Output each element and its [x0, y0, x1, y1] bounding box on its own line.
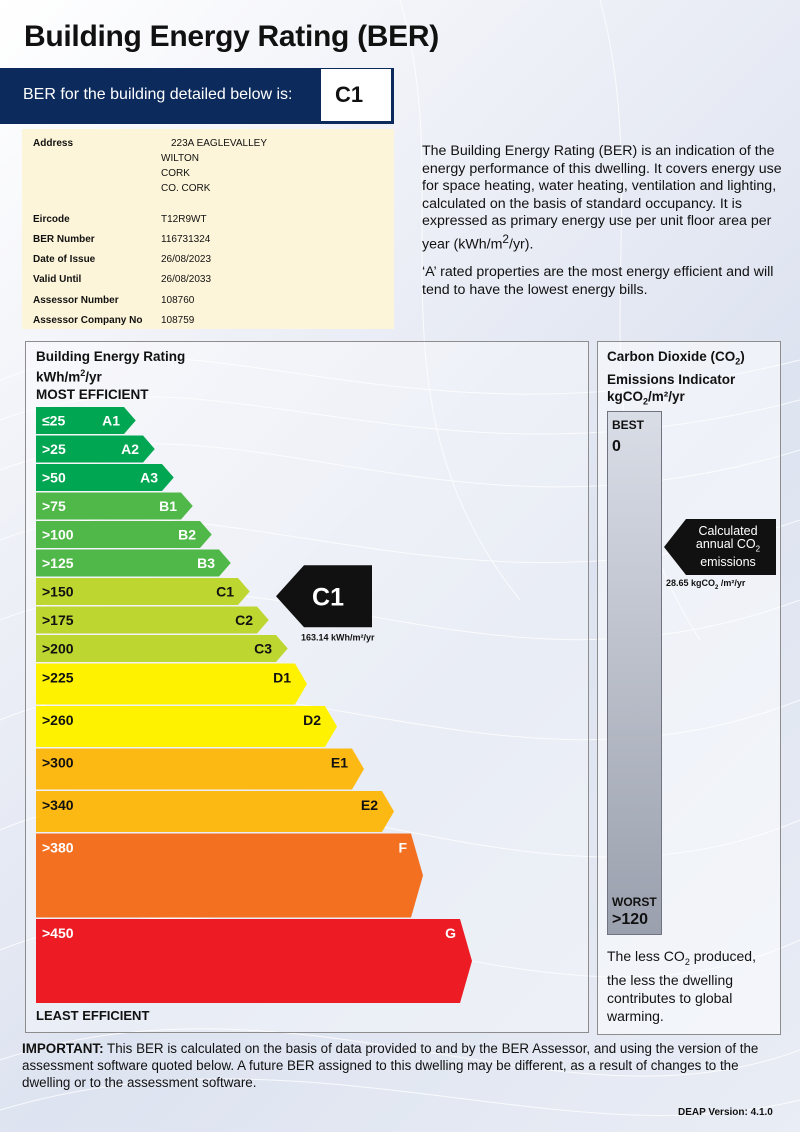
rating-band-label: C3: [254, 640, 272, 657]
detail-label: BER Number: [33, 234, 95, 245]
co2-arrow-subscript: 2: [755, 544, 761, 554]
rating-band-range: >150: [42, 583, 74, 600]
ber-banner-rating: C1: [320, 68, 392, 122]
important-label: IMPORTANT:: [22, 1041, 104, 1056]
co2-value-units: /m²/yr: [718, 578, 746, 588]
description-paragraph-1: [422, 143, 784, 254]
co2-title: [607, 348, 745, 371]
co2-worst-label: WORST: [612, 895, 657, 909]
detail-value: 108759: [161, 315, 195, 326]
detail-value: WILTON: [161, 153, 199, 164]
rating-band-range: >100: [42, 526, 74, 543]
rating-band-range: >225: [42, 669, 74, 686]
rating-band-label: D2: [303, 712, 321, 728]
rating-band-range: >260: [42, 712, 74, 728]
rating-band-e1: [36, 749, 364, 790]
rating-band-range: >380: [42, 839, 74, 856]
co2-value-text: 28.65 kgCO: [666, 578, 716, 588]
detail-label: Assessor Number: [33, 295, 119, 306]
building-details-panel: [22, 129, 394, 329]
co2-units-end: /m²/yr: [648, 388, 685, 404]
rating-band-range: >340: [42, 797, 74, 813]
co2-worst-value: >120: [612, 911, 649, 928]
rating-band-label: E1: [330, 754, 348, 771]
detail-value: 108760: [161, 295, 195, 306]
units-text: kWh/m: [36, 369, 81, 385]
co2-title-end: ): [740, 349, 745, 364]
detail-value: CORK: [161, 168, 190, 179]
rating-band-range: >75: [42, 498, 66, 514]
rating-band-f: [36, 834, 423, 918]
rating-band-label: G: [445, 925, 456, 941]
co2-scale-bar: [607, 411, 662, 935]
most-efficient-label: MOST EFFICIENT: [36, 386, 149, 402]
detail-label: Date of Issue: [33, 254, 96, 265]
rating-band-label: E2: [360, 797, 378, 813]
energy-rating-scale-chart: [26, 342, 588, 1032]
co2-note: [607, 947, 777, 1025]
rating-band-range: ≤25: [42, 412, 66, 429]
rating-band-label: A3: [140, 469, 158, 486]
rating-band-range: >300: [42, 754, 74, 771]
units-text-end: /yr: [85, 369, 102, 385]
page-title: Building Energy Rating (BER): [24, 20, 439, 53]
rating-band-range: >200: [42, 640, 74, 657]
units-superscript: 2: [80, 368, 86, 378]
co2-arrow-line-2-text: annual CO: [695, 537, 756, 551]
least-efficient-label: LEAST EFFICIENT: [36, 1008, 150, 1023]
rating-band-c3: [36, 635, 288, 662]
rating-band-range: >450: [42, 925, 74, 941]
co2-best-value: 0: [612, 438, 621, 455]
detail-label: Address: [33, 138, 74, 149]
co2-arrow-line-3: emissions: [700, 554, 756, 569]
co2-emissions-panel: [597, 341, 781, 1035]
important-notice: [22, 1040, 782, 1091]
description-paragraph-2: ‘A’ rated properties are the most energy efficient and will tend to have the lowest energy bills.: [422, 264, 774, 298]
energy-rating-title: Building Energy Rating: [36, 349, 186, 364]
rating-band-label: A1: [102, 412, 120, 429]
description-text: The Building Energy Rating (BER) is an indication of the energy performance of this dwelling. It covers energy use for space heating, water heating, ventilation and lighting, calculated on the basis of standard occupancy. It is expressed as primary energy use per unit floor area per year (kWh/m: [422, 143, 782, 253]
rating-band-g: [36, 919, 472, 1003]
rating-band-range: >25: [42, 441, 66, 457]
ber-rating-banner: [0, 68, 394, 124]
rating-band-label: A2: [121, 441, 139, 457]
detail-value: 223A EAGLEVALLEY: [171, 138, 267, 149]
detail-value: CO. CORK: [161, 183, 211, 194]
rating-band-label: C2: [235, 612, 253, 628]
co2-note-text: The less CO: [607, 948, 685, 964]
important-text: This BER is calculated on the basis of data provided to and by the BER Assessor, and using the version of the assessment software quoted below. A future BER assigned to this dwelling may be different, as a result of changes to the dwelling or to the assessment software.: [22, 1041, 759, 1090]
detail-label: Valid Until: [33, 274, 82, 285]
co2-note-text-end: produced, the less the dwelling contributes to global warming.: [607, 948, 756, 1024]
detail-value: 26/08/2033: [161, 274, 212, 285]
rating-band-label: D1: [273, 669, 291, 686]
co2-arrow-line-2: [678, 538, 778, 556]
detail-label: Eircode: [33, 214, 70, 225]
detail-value: 116731324: [161, 234, 211, 245]
energy-rating-scale-panel: [25, 341, 589, 1033]
co2-units-text: kgCO: [607, 388, 644, 404]
detail-value: 26/08/2023: [161, 254, 212, 265]
rating-band-d2: [36, 706, 337, 747]
co2-subtitle: Emissions Indicator: [607, 371, 736, 387]
rating-band-label: C1: [216, 583, 234, 600]
co2-units: [607, 388, 745, 411]
co2-value-subscript: 2: [715, 584, 719, 591]
rating-band-label: B2: [178, 526, 196, 543]
detail-label: Assessor Company No: [33, 315, 143, 326]
co2-value: [666, 578, 745, 591]
co2-units-subscript: 2: [643, 396, 649, 407]
rating-band-label: B3: [197, 555, 215, 571]
description-text-end: /yr).: [509, 236, 534, 253]
ber-description: [422, 143, 784, 309]
co2-best-label: BEST: [612, 418, 645, 432]
co2-arrow-line-1: Calculated: [698, 524, 758, 538]
description-superscript: 2: [502, 231, 509, 246]
current-rating-label: C1: [312, 583, 344, 612]
co2-title-text: Carbon Dioxide (CO: [607, 349, 736, 364]
detail-value: T12R9WT: [161, 214, 207, 225]
co2-note-subscript: 2: [684, 956, 690, 967]
rating-band-label: B1: [159, 498, 177, 514]
rating-band-range: >125: [42, 555, 74, 571]
rating-band-range: >50: [42, 469, 66, 486]
rating-band-range: >175: [42, 612, 74, 628]
co2-title-subscript: 2: [735, 356, 741, 367]
rating-band-label: F: [398, 839, 407, 856]
co2-arrow-label: [678, 525, 778, 569]
ber-banner-label: BER for the building detailed below is:: [23, 86, 293, 103]
co2-heading: [607, 348, 745, 410]
rating-band-e2: [36, 791, 394, 832]
deap-version: DEAP Version: 4.1.0: [678, 1107, 773, 1118]
rating-band-d1: [36, 664, 307, 705]
current-rating-value: 163.14 kWh/m²/yr: [301, 632, 375, 643]
